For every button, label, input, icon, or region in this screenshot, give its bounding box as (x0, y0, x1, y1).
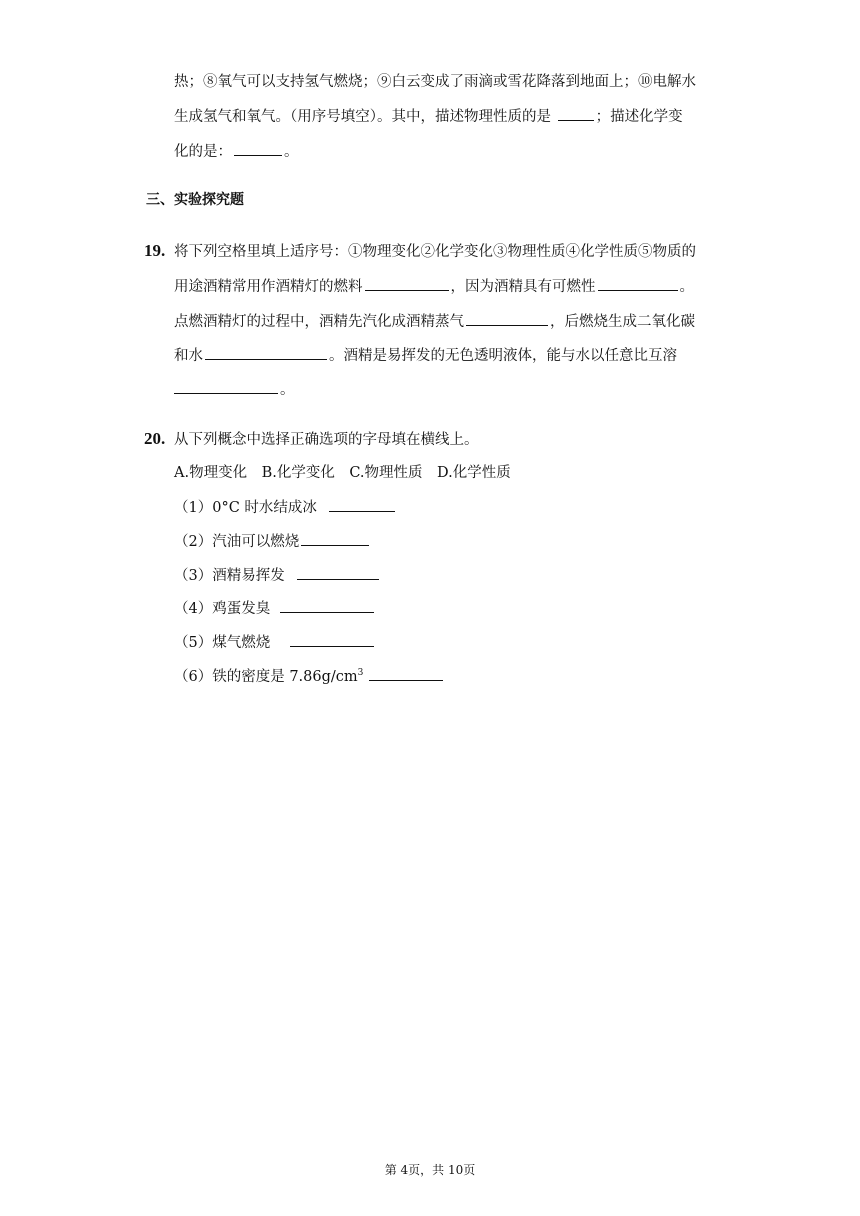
answer-blank[interactable] (290, 632, 374, 647)
answer-blank[interactable] (369, 666, 443, 681)
answer-options: A.物理变化 B.化学变化 C.物理性质 D.化学性质 (174, 465, 511, 481)
list-item (174, 666, 445, 687)
answer-blank[interactable] (280, 598, 374, 613)
text: 和水 (174, 348, 203, 364)
text: 。酒精是易挥发的无色透明液体，能与水以任意比互溶 (329, 348, 677, 364)
list-item (174, 565, 381, 586)
text: 将下列空格里填上适序号：①物理变化②化学变化③物理性质④化学性质⑤物质的 (174, 244, 696, 260)
text: ，因为酒精具有可燃性 (450, 279, 596, 295)
text: ，后燃烧生成二氧化碳 (550, 314, 695, 330)
text-line (174, 141, 299, 162)
item-text: （6）铁的密度是 7.86g/cm (174, 669, 358, 685)
answer-blank[interactable] (234, 141, 282, 156)
text: 用途酒精常用作酒精灯的燃料 (174, 279, 363, 295)
text: 化的是： (174, 144, 232, 160)
text: 生成氢气和氧气。（用序号填空）。其中，描述物理性质的是 (174, 109, 551, 125)
text: 点燃酒精灯的过程中，酒精先汽化成酒精蒸气 (174, 314, 464, 330)
item-text: （2）汽油可以燃烧 (174, 534, 300, 550)
superscript: 3 (357, 668, 364, 679)
text: 。 (679, 279, 694, 295)
answer-blank[interactable] (297, 565, 379, 580)
question-number: 20. (144, 429, 166, 448)
text: 。 (280, 382, 295, 398)
text: ；描述化学变 (595, 109, 683, 125)
text-line (174, 276, 694, 297)
text-line (174, 242, 696, 262)
answer-blank[interactable] (301, 531, 369, 546)
answer-blank[interactable] (205, 345, 327, 360)
question-stem: 从下列概念中选择正确选项的字母填在横线上。 (174, 432, 479, 448)
list-item (174, 531, 371, 552)
list-item (174, 497, 397, 518)
text-line (174, 311, 695, 332)
list-item (174, 598, 376, 619)
answer-blank[interactable] (174, 379, 278, 394)
page-footer: 第 4页，共 10页 (384, 1163, 476, 1177)
item-text: （1）0°C 时水结成冰 (174, 500, 317, 516)
question-number: 19. (144, 241, 166, 260)
item-text: （4）鸡蛋发臭 (174, 601, 271, 617)
text: 。 (284, 144, 299, 160)
item-text: （3）酒精易挥发 (174, 568, 285, 584)
text-line (174, 345, 677, 366)
text-line (174, 106, 683, 127)
answer-blank[interactable] (466, 311, 548, 326)
list-item (174, 632, 376, 653)
text-line (174, 72, 696, 92)
answer-blank[interactable] (365, 276, 449, 291)
text: 热；⑧氧气可以支持氢气燃烧；⑨白云变成了雨滴或雪花降落到地面上；⑩电解水 (174, 74, 696, 90)
answer-blank[interactable] (598, 276, 678, 291)
text-line (174, 379, 295, 400)
section-heading: 三、实验探究题 (146, 192, 244, 208)
answer-blank[interactable] (558, 106, 594, 121)
answer-blank[interactable] (329, 497, 395, 512)
item-text: （5）煤气燃烧 (174, 635, 271, 651)
